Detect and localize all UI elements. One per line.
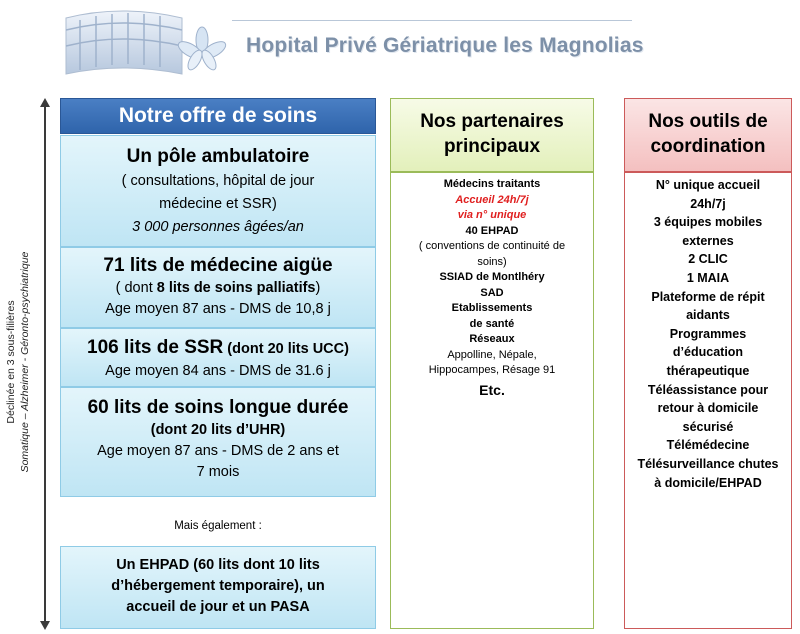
- outils-title: [624, 98, 792, 172]
- partenaires-title: [390, 98, 594, 172]
- partner-conventions2: soins): [477, 255, 507, 268]
- partner-etab2: de santé: [469, 317, 515, 330]
- hospital-name: Hopital Privé Gériatrique les Magnolias: [246, 34, 644, 57]
- outils-list: [624, 172, 792, 629]
- axis-line: [44, 104, 46, 626]
- medecine-desc: [61, 278, 375, 299]
- partner-accueil: Accueil 24h/7j: [455, 193, 529, 206]
- ehpad-block: [60, 546, 376, 629]
- partner-etab1: Etablissements: [451, 302, 533, 314]
- ssr-title-small: (dont 20 lits UCC): [223, 341, 349, 357]
- ssr-title: 106 lits de SSR: [87, 337, 224, 358]
- medecine-title: 71 lits de médecine aigüe: [103, 255, 333, 276]
- outil-item: sécurisé: [682, 419, 734, 434]
- ehpad-line3: accueil de jour et un PASA: [126, 599, 310, 615]
- partner-ssiad: SSIAD de Montlhéry: [439, 271, 545, 283]
- partner-medecins: Médecins traitants: [443, 178, 541, 190]
- outil-item: Télémédecine: [666, 438, 750, 453]
- outil-item: Plateforme de répit: [651, 289, 765, 304]
- outil-item: externes: [682, 233, 734, 248]
- ssr-stat: Age moyen 84 ans - DMS de 31.6 j: [105, 363, 331, 379]
- outil-item: Programmes: [669, 326, 747, 341]
- axis-label-line2: Somatique – Alzheimer - Géronto-psychiatrique: [19, 251, 31, 473]
- partenaires-title1: Nos partenaires: [420, 111, 564, 132]
- partner-conventions1: ( conventions de continuité de: [418, 240, 566, 252]
- partner-ehpad: 40 EHPAD: [465, 224, 519, 237]
- ambulatoire-block: [60, 135, 376, 247]
- outils-title2: coordination: [650, 136, 766, 157]
- magnolia-building-logo: [62, 4, 240, 82]
- partner-via: via n° unique: [457, 209, 527, 221]
- partner-res2: Hippocampes, Résage 91: [428, 364, 556, 376]
- axis-label-line1: Déclinée en 3 sous-filières: [5, 300, 17, 424]
- partner-reseaux: Réseaux: [469, 333, 515, 345]
- medecine-desc-bold: 8 lits de soins palliatifs: [156, 280, 316, 296]
- ambulatoire-stat: 3 000 personnes âgées/an: [132, 219, 304, 235]
- outil-item: thérapeutique: [666, 363, 750, 378]
- longue-duree-block: [60, 387, 376, 497]
- axis-label: [4, 212, 34, 512]
- outil-item: N° unique accueil: [655, 178, 761, 192]
- outil-item: Téléassistance pour: [647, 382, 769, 397]
- partner-res1: Appolline, Népale,: [447, 348, 537, 361]
- offre-title: Notre offre de soins: [60, 98, 376, 134]
- outils-title1: Nos outils de: [648, 111, 768, 132]
- ambulatoire-desc1: ( consultations, hôpital de jour: [121, 173, 315, 189]
- header-divider: [232, 20, 632, 21]
- ssr-block: [60, 328, 376, 387]
- outil-item: 2 CLIC: [688, 252, 728, 267]
- axis-arrow-down-icon: [40, 621, 50, 630]
- ambulatoire-desc2: médecine et SSR): [159, 196, 277, 212]
- medecine-desc-suffix: ): [315, 280, 321, 296]
- longue-duree-stat2: 7 mois: [196, 464, 240, 480]
- partner-etc: Etc.: [479, 381, 505, 398]
- medecine-desc-prefix: ( dont: [115, 280, 157, 296]
- outil-item: Télésurveillance chutes: [637, 456, 779, 471]
- longue-duree-sub: (dont 20 lits d’UHR): [150, 422, 286, 438]
- longue-duree-title: 60 lits de soins longue durée: [87, 397, 349, 418]
- medecine-block: [60, 247, 376, 328]
- outil-item: à domicile/EHPAD: [654, 475, 762, 490]
- partenaires-title2: principaux: [443, 136, 541, 157]
- also-label: Mais également :: [174, 520, 262, 532]
- ambulatoire-title: Un pôle ambulatoire: [126, 146, 310, 167]
- outil-item: 24h/7j: [690, 196, 726, 211]
- ssr-title-line: [61, 336, 375, 361]
- medecine-stat: Age moyen 87 ans - DMS de 10,8 j: [105, 301, 331, 317]
- outil-item: 1 MAIA: [686, 270, 730, 285]
- ehpad-line1: Un EHPAD (60 lits dont 10 lits: [116, 557, 320, 573]
- outil-item: aidants: [686, 308, 730, 323]
- outil-item: d’éducation: [672, 345, 744, 360]
- outil-item: retour à domicile: [657, 401, 759, 416]
- outil-item: 3 équipes mobiles: [653, 215, 763, 230]
- longue-duree-stat1: Age moyen 87 ans - DMS de 2 ans et: [97, 443, 339, 459]
- partenaires-list: [390, 172, 594, 629]
- partner-sad: SAD: [480, 286, 504, 299]
- ehpad-line2: d’hébergement temporaire), un: [111, 578, 325, 594]
